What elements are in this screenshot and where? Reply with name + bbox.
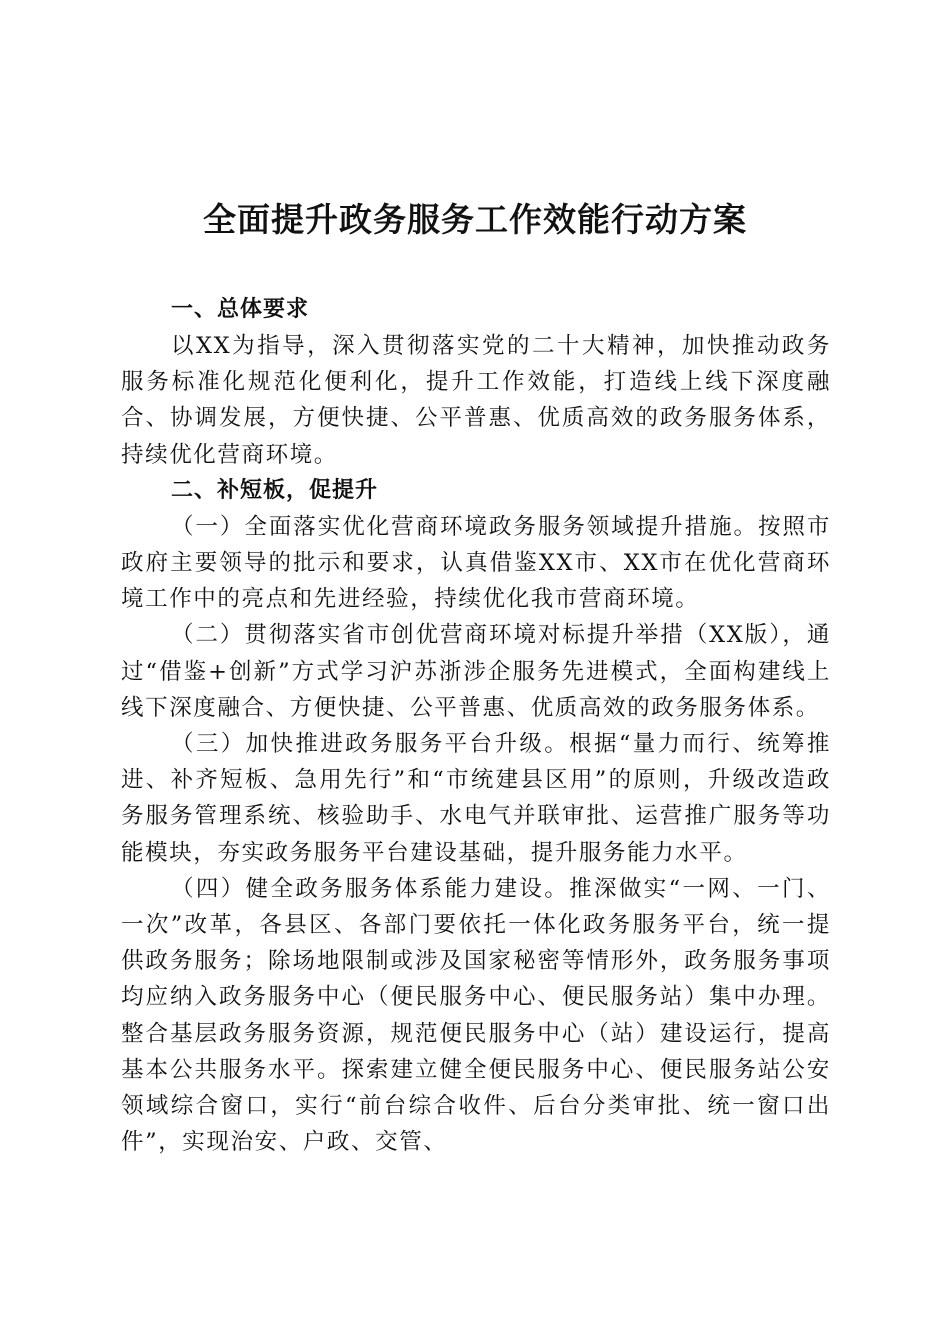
section-heading-improvement: 二、补短板，促提升 <box>171 477 379 503</box>
document-body <box>121 292 831 1160</box>
paragraph-item-4: （四）健全政务服务体系能力建设。推深做实“一网、一门、一次”改革，各县区、各部门要依托一体化政务服务平台，统一提供政务服务；除场地限制或涉及国家秘密等情形外，政务服务事项均应纳入政务服务中心（便民服务中心、便民服务站）集中办理。整合基层政务服务资源，规范便民服务中心（站）建设运行，提高基本公共服务水平。探索建立健全便民服务中心、便民服务站公安领域综合窗口，实行“前台综合收件、后台分类审批、统一窗口出件”，实现治安、户政、交管、 <box>121 875 831 1156</box>
section-heading-overall-requirements: 一、总体要求 <box>171 297 310 322</box>
paragraph-overall-requirements: 以XX为指导，深入贯彻落实党的二十大精神，加快推动政务服务标准化规范化便利化，提升工作效能，打造线上线下深度融合、协调发展，方便快捷、公平普惠、优质高效的政务服务体系，持续优化营商环境。 <box>121 333 831 468</box>
paragraph-item-2: （二）贯彻落实省市创优营商环境对标提升举措（XX版），通过“借鉴+创新”方式学习沪苏浙涉企服务先进模式，全面构建线上线下深度融合、方便快捷、公平普惠、优质高效的政务服务体系。 <box>121 622 831 721</box>
paragraph-item-1: （一）全面落实优化营商环境政务服务领域提升措施。按照市政府主要领导的批示和要求，认真借鉴XX市、XX市在优化营商环境工作中的亮点和先进经验，持续优化我市营商环境。 <box>121 513 831 613</box>
document-title: 全面提升政务服务工作效能行动方案 <box>203 200 747 239</box>
paragraph-item-3: （三）加快推进政务服务平台升级。根据“量力而行、统筹推进、补齐短板、急用先行”和“市统建县区用”的原则，升级改造政务服务管理系统、核验助手、水电气并联审批、运营推广服务等功能模块，夯实政务服务平台建设基础，提升服务能力水平。 <box>121 731 831 866</box>
